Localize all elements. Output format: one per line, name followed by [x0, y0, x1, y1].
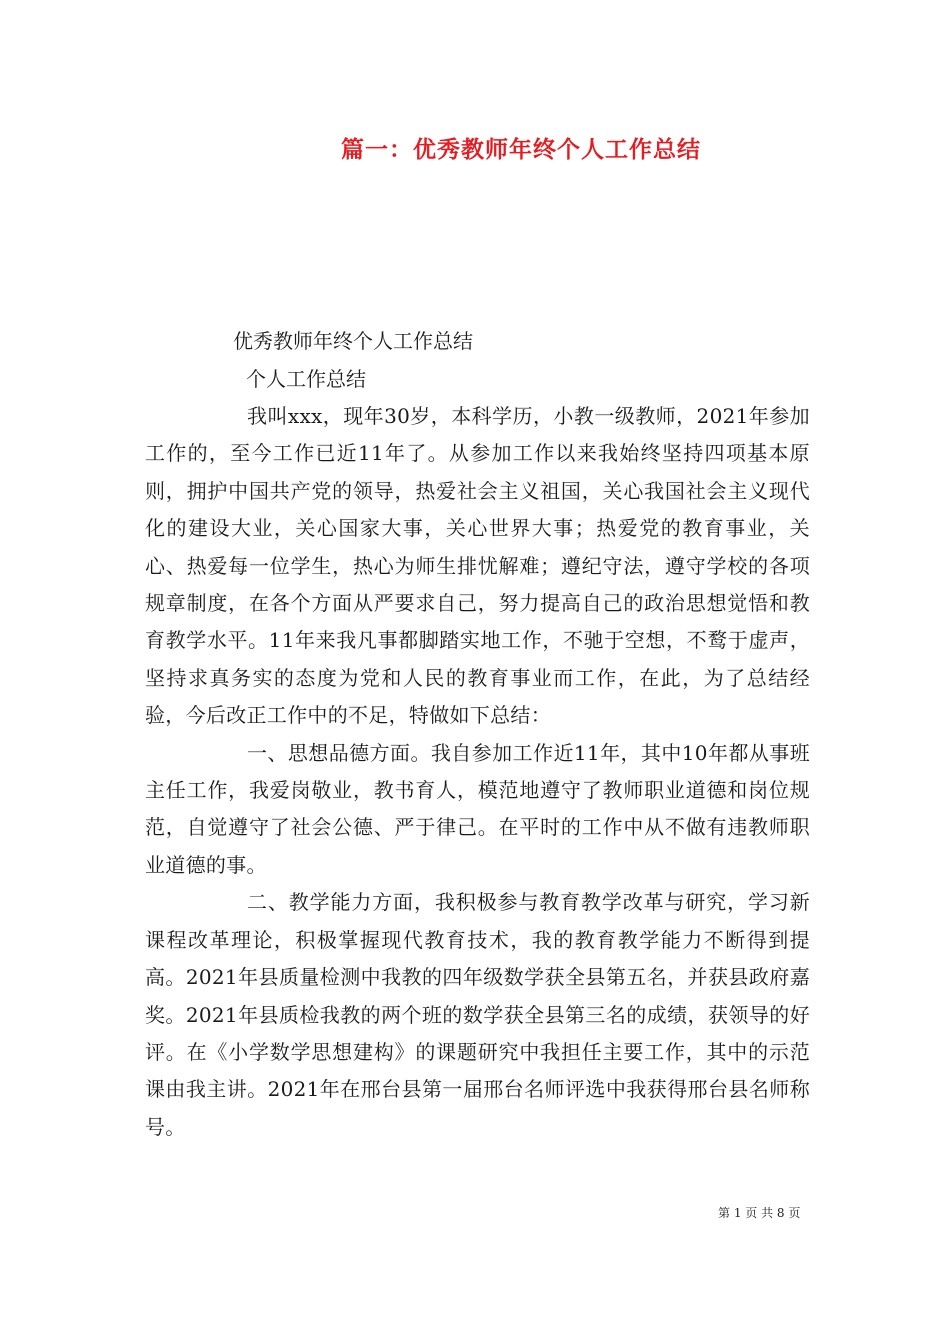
- document-body: [145, 398, 810, 1146]
- paragraph-introduction: 我叫xxx，现年30岁，本科学历，小教一级教师，2021年参加工作的，至今工作已近11年了。从参加工作以来我始终坚持四项基本原则，拥护中国共产党的领导，热爱社会主义祖国，关心我国社会主义现代化的建设大业，关心国家大事，关心世界大事；热爱党的教育事业，关心、热爱每一位学生，热心为师生排忧解难；遵纪守法，遵守学校的各项规章制度，在各个方面从严要求自己，努力提高自己的政治思想觉悟和教育教学水平。11年来我凡事都脚踏实地工作，不驰于空想，不鹜于虚声，坚持求真务实的态度为党和人民的教育事业而工作，在此，为了总结经验，今后改正工作中的不足，特做如下总结：: [145, 404, 810, 728]
- page-number: 第 1 页 共 8 页: [718, 1206, 801, 1220]
- section-heading: 个人工作总结: [246, 367, 366, 391]
- paragraph-moral-character: 一、思想品德方面。我自参加工作近11年，其中10年都从事班主任工作，我爱岗敬业，教书育人，模范地遵守了教师职业道德和岗位规范，自觉遵守了社会公德、严于律己。在平时的工作中从不做有违教师职业道德的事。: [145, 740, 810, 877]
- document-title: 篇一：优秀教师年终个人工作总结: [341, 136, 701, 163]
- paragraph-teaching-ability: 二、教学能力方面，我积极参与教育教学改革与研究，学习新课程改革理论，积极掌握现代教育技术，我的教育教学能力不断得到提高。2021年县质量检测中我教的四年级数学获全县第五名，并获县政府嘉奖。2021年县质检我教的两个班的数学获全县第三名的成绩，获领导的好评。在《小学数学思想建构》的课题研究中我担任主要工作，其中的示范课由我主讲。2021年在邢台县第一届邢台名师评选中我获得邢台县名师称号。: [145, 890, 810, 1139]
- document-subtitle: 优秀教师年终个人工作总结: [233, 329, 473, 353]
